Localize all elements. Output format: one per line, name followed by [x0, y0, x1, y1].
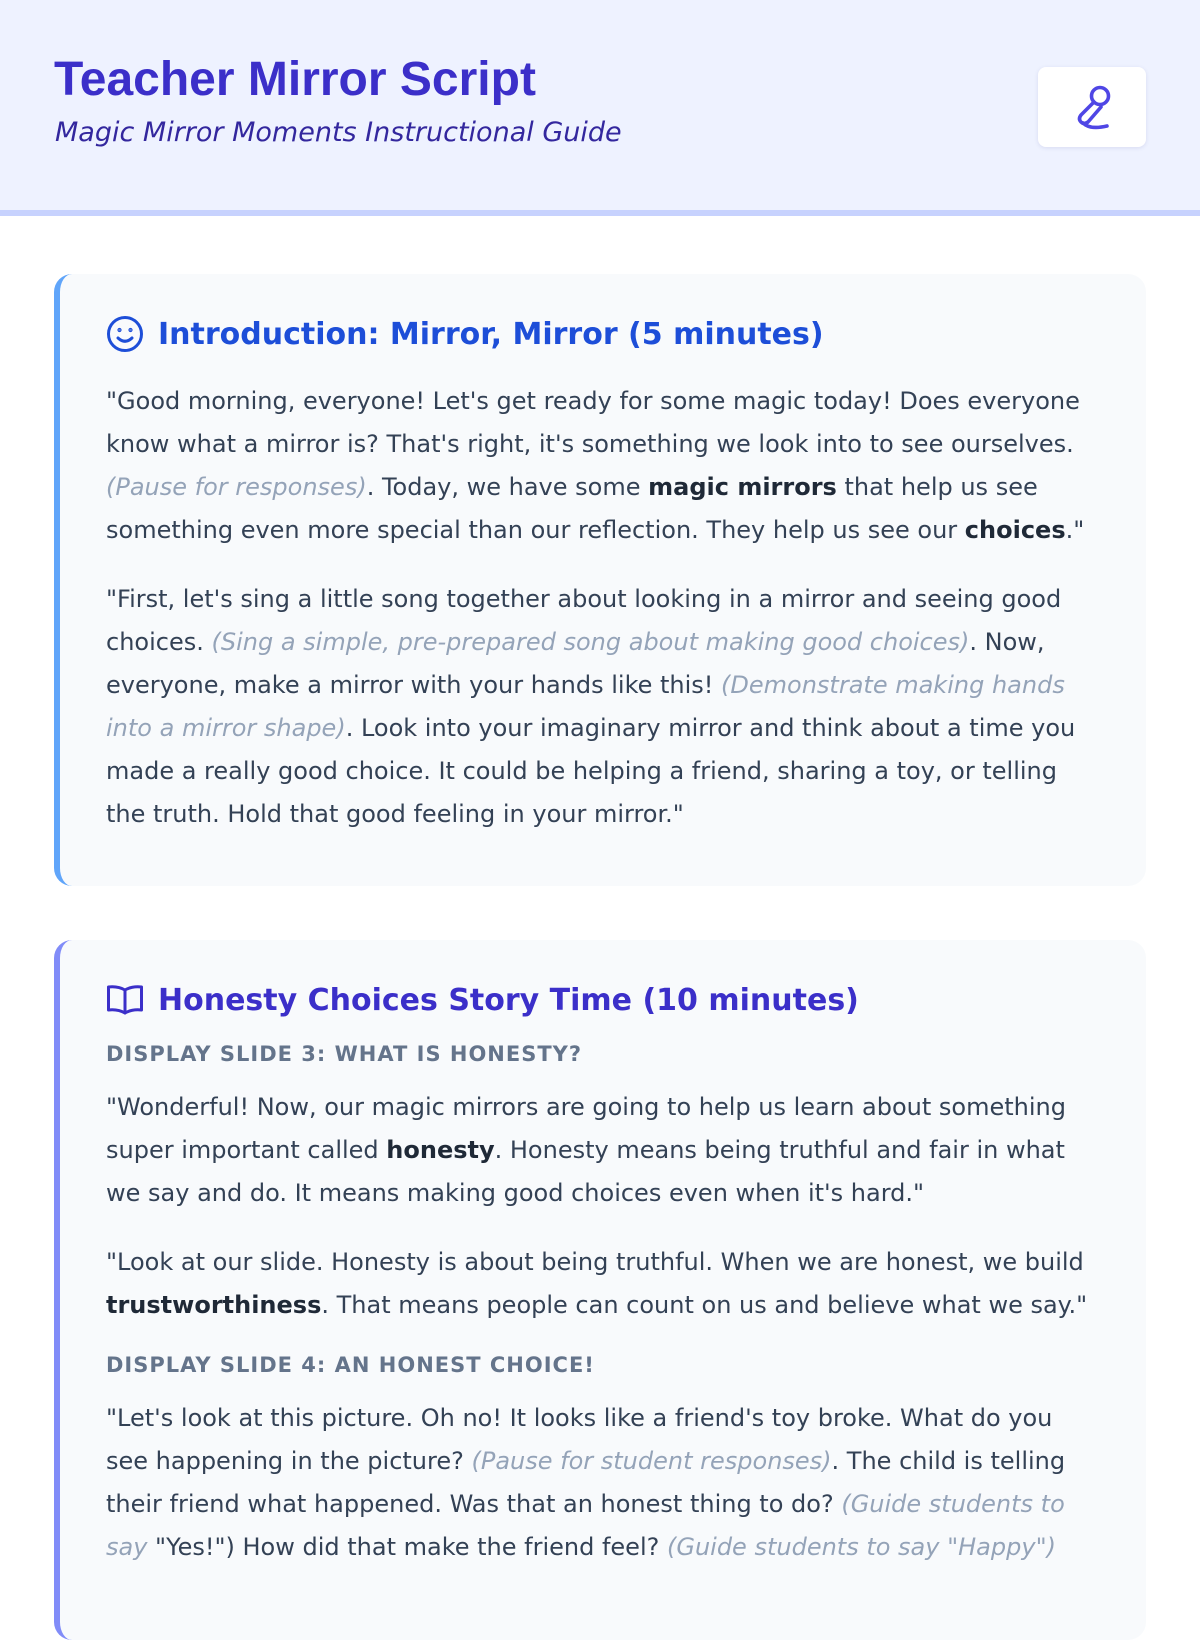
emphasis-text: magic mirrors — [648, 473, 837, 501]
stage-direction: (Demonstrate making hands into a mirror shape) — [106, 671, 1065, 742]
stage-direction: (Guide students to say — [106, 1490, 1065, 1561]
stage-direction: (Sing a simple, pre-prepared song about making good choices) — [211, 628, 970, 656]
section-heading — [106, 978, 1096, 1022]
script-paragraph: "Look at our slide. Honesty is about being truthful. When we are honest, we build trustworthiness. That means people can count on us and believe what we say." — [106, 1248, 1088, 1319]
slide-label: DISPLAY SLIDE 4: AN HONEST CHOICE! — [106, 1353, 595, 1377]
script-paragraph: "Wonderful! Now, our magic mirrors are going to help us learn about something super important called honesty. Honesty means being truthful and fair in what we say and do. It means making good choices even when it's hard." — [106, 1093, 1066, 1207]
section-heading-text: Introduction: Mirror, Mirror (5 minutes) — [158, 316, 824, 352]
page-subtitle: Magic Mirror Moments Instructional Guide — [55, 117, 622, 148]
emphasis-text: trustworthiness — [106, 1291, 322, 1319]
script-paragraph: "Let's look at this picture. Oh no! It looks like a friend's toy broke. What do you see happening in the picture? (Pause for student responses). The child is telling their friend what happened. Was that an honest thing to do? (Guide students to say "Yes!") How did that make the friend feel? (Guide students to say "Happy") — [106, 1404, 1066, 1561]
slide-label: DISPLAY SLIDE 3: WHAT IS HONESTY? — [106, 1042, 583, 1066]
script-paragraph: "Good morning, everyone! Let's get ready for some magic today! Does everyone know what a mirror is? That's right, it's something we look into to see ourselves. (Pause for responses). Today, we have some magic mirrors that help us see something even more special than our reflection. They help us see our choices." — [106, 387, 1085, 544]
section-heading — [106, 312, 1096, 356]
smiley-face-icon — [106, 315, 144, 353]
emphasis-text: choices — [964, 516, 1066, 544]
emphasis-text: honesty — [386, 1136, 495, 1164]
section-introduction — [54, 274, 1146, 886]
section-heading-text: Honesty Choices Story Time (10 minutes) — [158, 982, 859, 1018]
page-header — [0, 0, 1200, 216]
microphone-icon — [1070, 83, 1114, 131]
stage-direction: (Pause for student responses) — [471, 1447, 832, 1475]
page-title: Teacher Mirror Script — [54, 53, 536, 106]
microphone-button[interactable] — [1038, 67, 1146, 147]
stage-direction: (Guide students to say "Happy") — [666, 1533, 1056, 1561]
open-book-icon — [106, 983, 144, 1017]
section-honesty-story — [54, 940, 1146, 1640]
script-paragraph: "First, let's sing a little song together about looking in a mirror and seeing good choices. (Sing a simple, pre-prepared song about making good choices). Now, everyone, make a mirror with your hands like this! (Demonstrate making hands into a mirror shape). Look into your imaginary mirror and think about a time you made a really good choice. It could be helping a friend, sharing a toy, or telling the truth. Hold that good feeling in your mirror." — [106, 585, 1076, 828]
stage-direction: (Pause for responses) — [106, 473, 367, 501]
